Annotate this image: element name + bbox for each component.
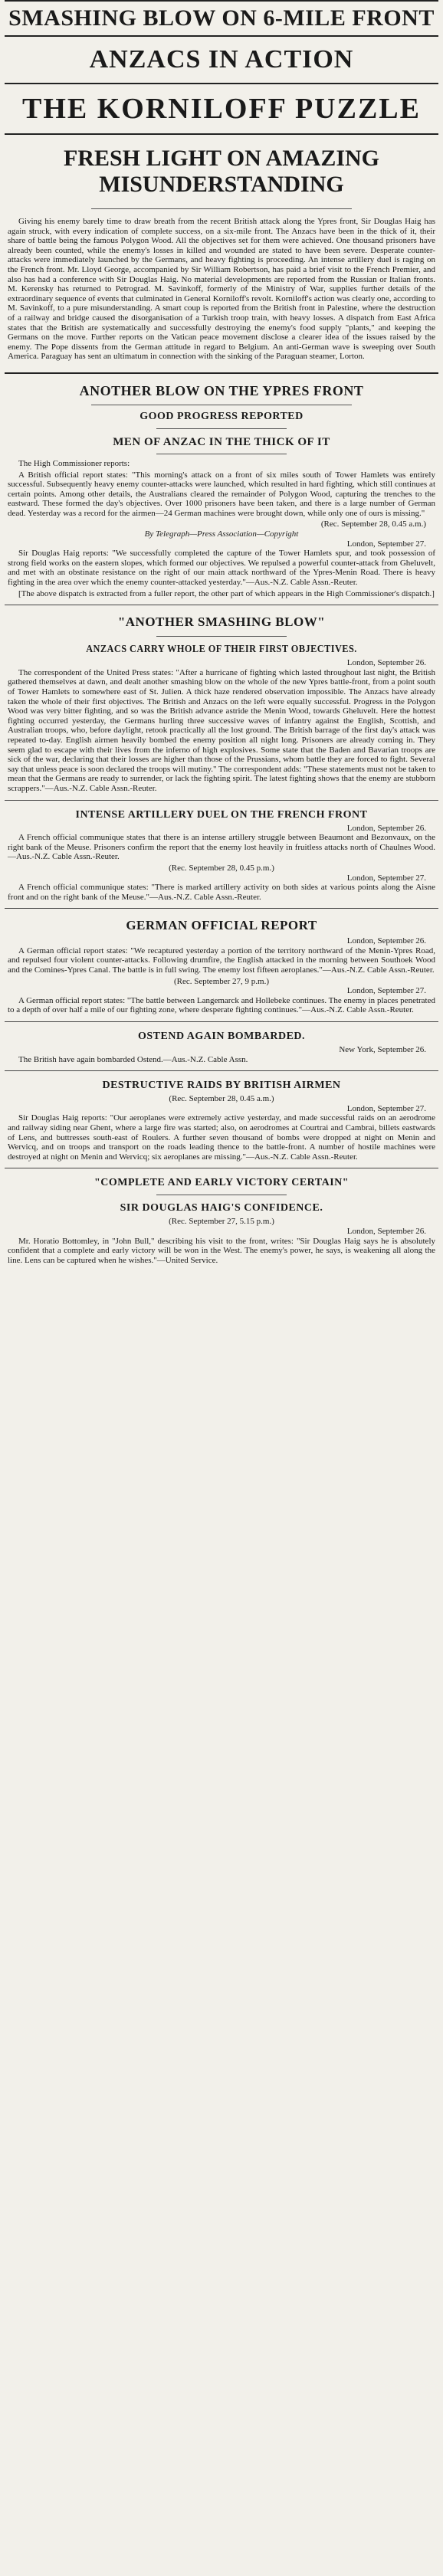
section-subheadline: ANZACS CARRY WHOLE OF THEIR FIRST OBJECTIVES.	[86, 644, 357, 656]
section-victory-certain	[5, 1175, 438, 1265]
section-body	[5, 459, 438, 598]
dateline: London, September 27.	[346, 873, 426, 883]
section-rule	[5, 1021, 438, 1022]
dateline: London, September 27.	[346, 986, 426, 996]
rec-line: (Rec. September 28, 0.45 p.m.)	[169, 863, 274, 873]
section-headline: ANOTHER BLOW ON THE YPRES FRONT	[79, 382, 364, 398]
paragraph: A French official communique states: "There is marked artillery activity on both sides at various points along the Aisne front and on the right bank of the Meuse."—Aus.-N.Z. Cable Assn.-Reuter.	[8, 883, 435, 902]
section-rule	[5, 372, 438, 374]
paragraph: A French official communique states that there is an intense artillery struggle between Beaumont and Bezonvaux, on the right bank of the Meuse. Prisoners confirm the report that the enemy lost heavily in fruitless attacks north of Chaulnes Wood.—Aus.-N.Z. Cable Assn.-Reuter.	[8, 833, 435, 862]
dateline: London, September 26.	[346, 658, 426, 668]
paragraph: A German official report states: "The battle between Langemarck and Hollebeke continues. The enemy in places penetrated to a depth of over half a mile of our fighting zone, where desperate fighting continues."—Aus.-N.Z. Cable Assn.-Reuter.	[8, 995, 435, 1015]
section-subheadline: SIR DOUGLAS HAIG'S CONFIDENCE.	[120, 1202, 323, 1214]
section-headline: DESTRUCTIVE RAIDS BY BRITISH AIRMEN	[102, 1080, 341, 1092]
section-body	[5, 658, 438, 793]
section-headline: "ANOTHER SMASHING BLOW"	[117, 615, 326, 630]
short-rule	[91, 208, 352, 209]
section-rule	[5, 800, 438, 801]
section-headline: GERMAN OFFICIAL REPORT	[126, 918, 317, 933]
section-german-report	[5, 915, 438, 1015]
rec-line: (Rec. September 28, 0.45 a.m.)	[320, 519, 426, 529]
paragraph: Mr. Horatio Bottomley, in "John Bull," describing his visit to the front, writes: "Sir Douglas Haig says he is absolutely confident that a complete and early victory will be won in the West. The enemy's power, he says, is weakening all along the line. Lens can be captured when he wishes."—United Service.	[8, 1236, 435, 1265]
section-subheadline: MEN OF ANZAC IN THE THICK OF IT	[113, 435, 330, 448]
section-rule	[5, 1070, 438, 1071]
headline-anzacs-in-action: ANZACS IN ACTION	[89, 45, 354, 74]
paragraph: The correspondent of the United Press states: "After a hurricane of fighting which lasted throughout last night, the British gathered themselves at dawn, and dealt another smashing blow on the whole of the new Ypres battle-front, from a point south of Tower Hamlets to somewhere east of St. Julien. A thick haze rendered observation impossible. The Anzacs have already taken the whole of their first objectives. The British and Anzacs on the left were equally successful. Progress in the Polygon Wood was very bitter fighting, and so was the British advance astride the Menin Wood, towards Gheluvelt. Here the hottest fighting occurred yesterday, the Germans hurling three successive waves of infantry against the English, Scottish, and Australian troops, who, before daylight, retook practically all the lost ground. The British barrage of the first day's attack was repeated to-day. English airmen heavily bombed the enemy position all night long. Prisoners are already coming in. They seem glad to escape with their lives from the inferno of high explosives. Some state that the Baden and Bavarian troops are sick of the war, declaring that their losses are higher than those of the Prussians, whom battle they are forced to fight. Several say that unless peace is soon declared the troops will mutiny." The correspondent adds: "These statements must not be taken to mean that the Germans are ready to surrender, or lack the fighting spirit. The latest fighting shows that the enemy are stubborn scrappers."—Aus.-N.Z. Cable Assn.-Reuter.	[8, 667, 435, 793]
section-subheadline: GOOD PROGRESS REPORTED	[139, 410, 304, 422]
rec-line: (Rec. September 27, 9 p.m.)	[173, 976, 270, 986]
rec-line: (Rec. September 27, 5.15 p.m.)	[169, 1217, 274, 1227]
short-rule	[156, 428, 287, 429]
dateline: London, September 26.	[346, 1226, 426, 1236]
byline: By Telegraph—Press Association—Copyright	[144, 529, 299, 539]
section-ypres-front	[5, 380, 438, 598]
paragraph: The High Commissioner reports:	[18, 458, 130, 468]
short-rule	[156, 636, 287, 637]
dateline: London, September 26.	[346, 936, 426, 946]
rec-line: (Rec. September 28, 0.45 a.m.)	[169, 1094, 274, 1104]
paragraph: [The above dispatch is extracted from a fuller report, the other part of which appears in the High Commissioner's dispatch.]	[18, 588, 435, 598]
lead-paragraph: Giving his enemy barely time to draw breath from the recent British attack along the Ypres front, Sir Douglas Haig has again struck, with every indication of complete success, on a six-mile front. The Anzacs have been in the thick of it, their share of battle being the famous Polygon Wood. All the objectives set for them were achieved. One thousand prisoners have already been counted, while the enemy's losses in killed and wounded are stated to have been severe. Desperate counter-attacks were immediately launched by the Germans, and heavy fighting is proceeding. An intense artillery duel is raging on the French front. Mr. Lloyd George, accompanied by Sir William Robertson, has paid a brief visit to the French Premier, and also has had a conference with Sir Douglas Haig. No material developments are reported from the Russian or Italian fronts. M. Kerensky has returned to Petrograd. M. Savinkoff, formerly of the Ministry of War, supplies further details of the extraordinary sequence of events that culminated in General Korniloff's revolt. Korniloff's action was clearly one, according to M. Savinkoff, to a pure misunderstanding. A smart coup is reported from the British front in Palestine, where the destruction of a railway and bridge caused the disorganisation of a Turkish troop train, with heavy losses. A dispatch from East Africa states that the British are systematically and successfully destroying the enemy's food supply "plants," and keeping the Germans on the move. Further reports on the Vatican peace movement disclose a clearer idea of the issues raised by the enemy. The Pope dissents from the German attitude in regard to Belgium. An anti-German wave is sweeping over South America. Paraguay has sent an ultimatum in connection with the sinking of the Paraguan steamer, Lorton.	[8, 217, 435, 362]
section-smashing-blow	[5, 611, 438, 793]
paragraph: A German official report states: "We recaptured yesterday a portion of the territory northward of the Menin-Ypres Road, and repulsed four violent counter-attacks. Following drumfire, the English attacked in the morning between Southoek Wood and the Comines-Ypres Canal. The battle is in full swing. The enemy lost fifteen aeroplanes."—Aus.-N.Z. Cable Assn.-Reuter.	[8, 946, 435, 975]
section-headline: "COMPLETE AND EARLY VICTORY CERTAIN"	[94, 1177, 349, 1189]
section-headline: INTENSE ARTILLERY DUEL ON THE FRENCH FRONT	[75, 808, 368, 821]
section-french-front	[5, 807, 438, 903]
paragraph: Sir Douglas Haig reports: "Our aeroplanes were extremely active yesterday, and made successful raids on an aerodrome and railway siding near Ghent, where a large fire was started; also, on aerodromes at Courtrai and Cambrai, billets eastwards of Lens, and buttresses south-east of Roulers. A further seven thousand of bombs were dropped at night on Menin and Wervicq, and on troops and transport on the roads leading thence to the battle-front. A number of hostile machines were destroyed at night on Menin and Wervicq; six aeroplanes are missing."—Aus.-N.Z. Cable Assn.-Reuter.	[8, 1113, 435, 1162]
dateline: New York, September 26.	[339, 1045, 426, 1055]
dateline: London, September 27.	[346, 539, 426, 549]
section-british-airmen	[5, 1077, 438, 1162]
section-ostend	[5, 1028, 438, 1064]
paragraph: The British have again bombarded Ostend.—Aus.-N.Z. Cable Assn.	[18, 1054, 248, 1064]
headline-korniloff-puzzle: THE KORNILOFF PUZZLE	[22, 93, 421, 125]
section-body	[5, 936, 438, 1015]
section-rule	[5, 908, 438, 909]
section-body	[5, 1094, 438, 1162]
lead-body	[5, 217, 438, 362]
dateline: London, September 27.	[346, 1103, 426, 1113]
section-headline: OSTEND AGAIN BOMBARDED.	[137, 1031, 306, 1043]
section-body	[5, 1217, 438, 1265]
headline-smashing-blow: SMASHING BLOW ON 6-MILE FRONT	[8, 5, 435, 31]
paragraph: A British official report states: "This morning's attack on a front of six miles south of Tower Hamlets was entirely successful. Subsequently heavy enemy counter-attacks were launched, which resulted in hard fighting, which still continues at certain points. Among other details, the Australians cleared the remainder of Polygon Wood, capturing the trenches to the eastward. These formed the day's objectives. Over 1000 prisoners have been taken, and there is a large number of German dead. Yesterday was a record for the airmen—24 German machines were brought down, while only one of ours is missing."	[8, 470, 435, 518]
section-body	[5, 1045, 438, 1064]
paragraph: Sir Douglas Haig reports: "We successfully completed the capture of the Tower Hamlets spur, and took possession of strong field works on the eastern slopes, which formed our objectives. We repulsed a powerful counter-attack from Gheluvelt, and met with an obstinate resistance on the right of our main attack northward of the Ypres-Menin Road. There is heavy fighting in the area over which the enemy counter-attacked yesterday."—Aus.-N.Z. Cable Assn.-Reuter.	[8, 549, 435, 588]
dateline: London, September 26.	[346, 823, 426, 833]
lead-headline: FRESH LIGHT ON AMAZING MISUNDERSTANDING	[63, 146, 380, 197]
section-body	[5, 824, 438, 903]
